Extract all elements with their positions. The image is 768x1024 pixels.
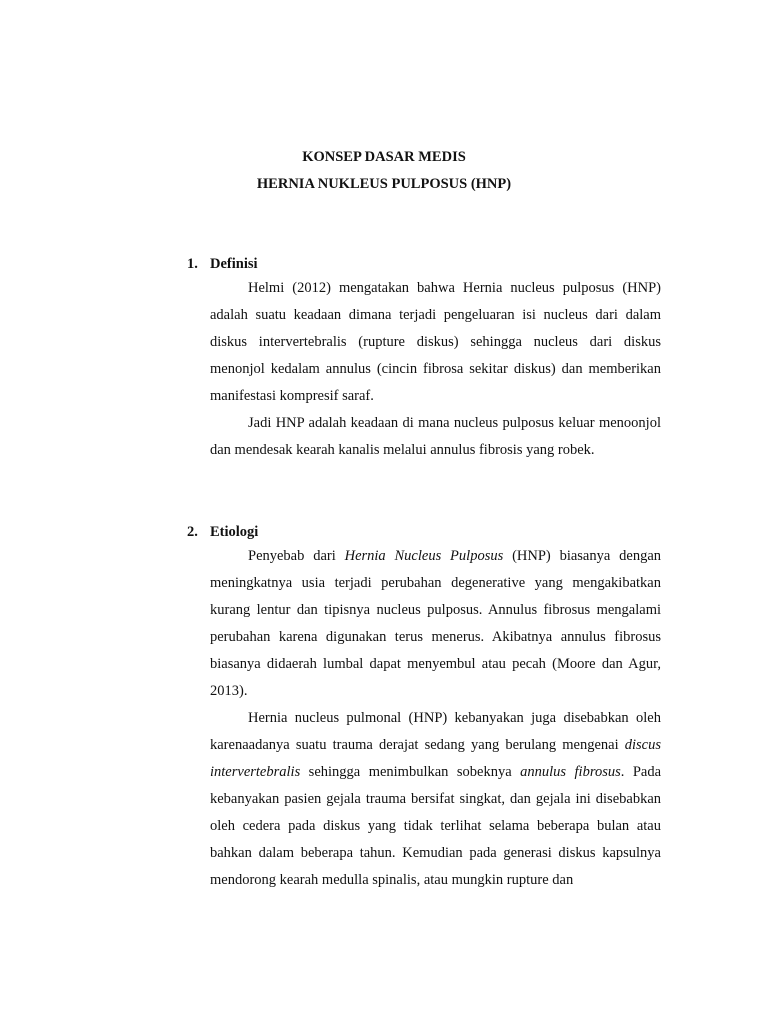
text-run: Penyebab dari [248,548,345,564]
text-run: . Pada kebanyakan pasien gejala trauma bersifat singkat, dan gejala ini disebabkan oleh cedera pada diskus yang tidak terlihat selama beberapa bulan atau bahkan dalam beberapa tahun. Kemudian pada generasi diskus kapsulnya mendorong kearah medulla spinalis, atau mungkin rupture dan [210,764,662,888]
paragraph-etiologi-2 [210,705,661,894]
paragraph-definisi-1: Helmi (2012) mengatakan bahwa Hernia nucleus pulposus (HNP) adalah suatu keadaan dimana terjadi pengeluaran isi nucleus dari dalam diskus intervertebralis (rupture diskus) sehingga nucleus dari diskus menonjol kedalam annulus (cincin fibrosa sekitar diskus) dan memberikan manifestasi kompresif saraf. [210,280,661,404]
section-number: 1. [187,256,198,272]
section-heading-etiologi [187,523,258,541]
text-run: (HNP) biasanya dengan meningkatnya usia terjadi perubahan degenerative yang mengakibatkan kurang lentur dan tipisnya nucleus pulposus. Annulus fibrosus mengalami perubahan karena digunakan terus menerus. Akibatnya annulus fibrosus biasanya didaerah lumbal dapat menyembul atau pecah (Moore dan Agur, 2013). [210,548,662,699]
text-run: sehingga menimbulkan sobeknya [300,764,521,780]
italic-term: discus intervertebralis [210,737,661,780]
section-number: 2. [187,524,198,540]
document-title-line-2: HERNIA NUKLEUS PULPOSUS (HNP) [256,176,512,192]
paragraph-definisi-2: Jadi HNP adalah keadaan di mana nucleus pulposus keluar menoonjol dan mendesak kearah kanalis melalui annulus fibrosis yang robek. [210,415,661,458]
document-title-line-1: KONSEP DASAR MEDIS [302,149,466,165]
italic-term: annulus fibrosus [520,764,621,780]
section-heading-definisi [187,255,258,273]
italic-term: Hernia Nucleus Pulposus [344,548,504,564]
text-run: Hernia nucleus pulmonal (HNP) kebanyakan juga disebabkan oleh karenaadanya suatu trauma derajat sedang yang berulang mengenai [210,710,661,753]
section-title: Etiologi [210,524,259,540]
section-title: Definisi [210,256,258,272]
paragraph-etiologi-1 [210,543,661,705]
